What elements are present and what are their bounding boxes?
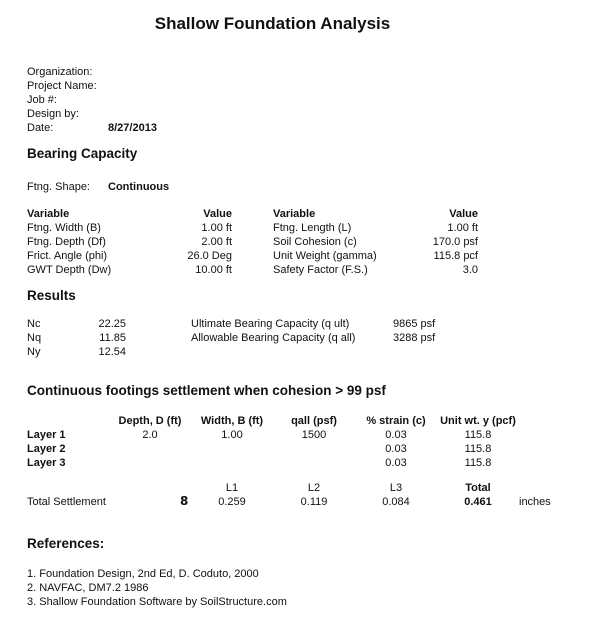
value-header-left: Value bbox=[203, 208, 232, 220]
page-title: Shallow Foundation Analysis bbox=[154, 14, 391, 33]
strain-column-header: % strain (c) bbox=[366, 415, 426, 427]
list-item: 1. Foundation Design, 2nd Ed, D. Coduto, 2000 bbox=[27, 568, 259, 580]
ultimate-bearing-value: 9865 psf bbox=[393, 318, 436, 330]
layer-strain: 0.03 bbox=[385, 457, 407, 469]
footing-depth-value: 2.00 ft bbox=[201, 236, 232, 248]
settlement-heading: Continuous footings settlement when cohesion > 99 psf bbox=[27, 383, 386, 398]
footing-length-label: Ftng. Length (L) bbox=[273, 222, 352, 234]
design-by-label: Design by: bbox=[27, 108, 79, 120]
friction-angle-value: 26.0 Deg bbox=[187, 250, 232, 262]
total-settlement-label: Total Settlement bbox=[27, 496, 106, 508]
layer-name: Layer 3 bbox=[27, 457, 66, 469]
footing-width-label: Ftng. Width (B) bbox=[27, 222, 101, 234]
list-item: 2. NAVFAC, DM7.2 1986 bbox=[27, 582, 149, 594]
organization-label: Organization: bbox=[27, 66, 93, 78]
references-heading: References: bbox=[27, 536, 105, 551]
l2-value: 0.119 bbox=[300, 496, 328, 508]
layer-strain: 0.03 bbox=[385, 429, 407, 441]
soil-cohesion-value: 170.0 psf bbox=[432, 236, 478, 248]
total-value: 0.461 bbox=[464, 496, 492, 508]
soil-cohesion-label: Soil Cohesion (c) bbox=[273, 236, 357, 248]
nq-label: Nq bbox=[27, 332, 42, 344]
allowable-bearing-label: Allowable Bearing Capacity (q all) bbox=[191, 332, 356, 344]
width-column-header: Width, B (ft) bbox=[200, 415, 264, 427]
project-name-label: Project Name: bbox=[27, 80, 97, 92]
footing-length-value: 1.00 ft bbox=[447, 222, 478, 234]
unit-weight-column-header: Unit wt. y (pcf) bbox=[440, 415, 516, 427]
l2-header: L2 bbox=[307, 482, 321, 494]
layer-name: Layer 1 bbox=[27, 429, 66, 441]
l3-header: L3 bbox=[389, 482, 403, 494]
depth-column-header: Depth, D (ft) bbox=[118, 415, 182, 427]
list-item: 3. Shallow Foundation Software by SoilStructure.com bbox=[27, 596, 287, 608]
footing-shape-value: Continuous bbox=[108, 181, 170, 193]
layer-width: 1.00 bbox=[221, 429, 243, 441]
job-number-label: Job #: bbox=[27, 94, 57, 106]
layer-unit-weight: 115.8 bbox=[464, 443, 492, 455]
ny-label: Ny bbox=[27, 346, 41, 358]
settlement-units: inches bbox=[519, 496, 551, 508]
ny-value: 12.54 bbox=[98, 346, 126, 358]
layer-unit-weight: 115.8 bbox=[464, 457, 492, 469]
safety-factor-label: Safety Factor (F.S.) bbox=[273, 264, 368, 276]
variable-header-right: Variable bbox=[273, 208, 316, 220]
date-value: 8/27/2013 bbox=[108, 122, 157, 134]
footing-width-value: 1.00 ft bbox=[201, 222, 232, 234]
l1-header: L1 bbox=[225, 482, 239, 494]
gwt-depth-value: 10.00 ft bbox=[195, 264, 232, 276]
layer-qall: 1500 bbox=[301, 429, 327, 441]
value-header-right: Value bbox=[449, 208, 478, 220]
layer-name: Layer 2 bbox=[27, 443, 66, 455]
unit-weight-value: 115.8 pcf bbox=[433, 250, 478, 262]
gwt-depth-label: GWT Depth (Dw) bbox=[27, 264, 112, 276]
nc-value: 22.25 bbox=[98, 318, 126, 330]
l3-value: 0.084 bbox=[382, 496, 410, 508]
qall-column-header: qall (psf) bbox=[291, 415, 337, 427]
nc-label: Nc bbox=[27, 318, 41, 330]
date-label: Date: bbox=[27, 122, 54, 134]
total-header: Total bbox=[465, 482, 491, 494]
layer-unit-weight: 115.8 bbox=[464, 429, 492, 441]
nq-value: 11.85 bbox=[99, 332, 126, 344]
results-heading: Results bbox=[27, 288, 76, 303]
l1-value: 0.259 bbox=[218, 496, 246, 508]
total-settlement-mark: 8 bbox=[180, 494, 189, 508]
variable-header-left: Variable bbox=[27, 208, 70, 220]
bearing-capacity-heading: Bearing Capacity bbox=[27, 146, 138, 161]
safety-factor-value: 3.0 bbox=[462, 264, 478, 276]
unit-weight-label: Unit Weight (gamma) bbox=[273, 250, 377, 262]
ultimate-bearing-label: Ultimate Bearing Capacity (q ult) bbox=[191, 318, 350, 330]
layer-depth: 2.0 bbox=[142, 429, 158, 441]
footing-shape-label: Ftng. Shape: bbox=[27, 181, 90, 193]
allowable-bearing-value: 3288 psf bbox=[393, 332, 436, 344]
layer-strain: 0.03 bbox=[385, 443, 407, 455]
footing-depth-label: Ftng. Depth (Df) bbox=[27, 236, 106, 248]
friction-angle-label: Frict. Angle (phi) bbox=[27, 250, 108, 262]
